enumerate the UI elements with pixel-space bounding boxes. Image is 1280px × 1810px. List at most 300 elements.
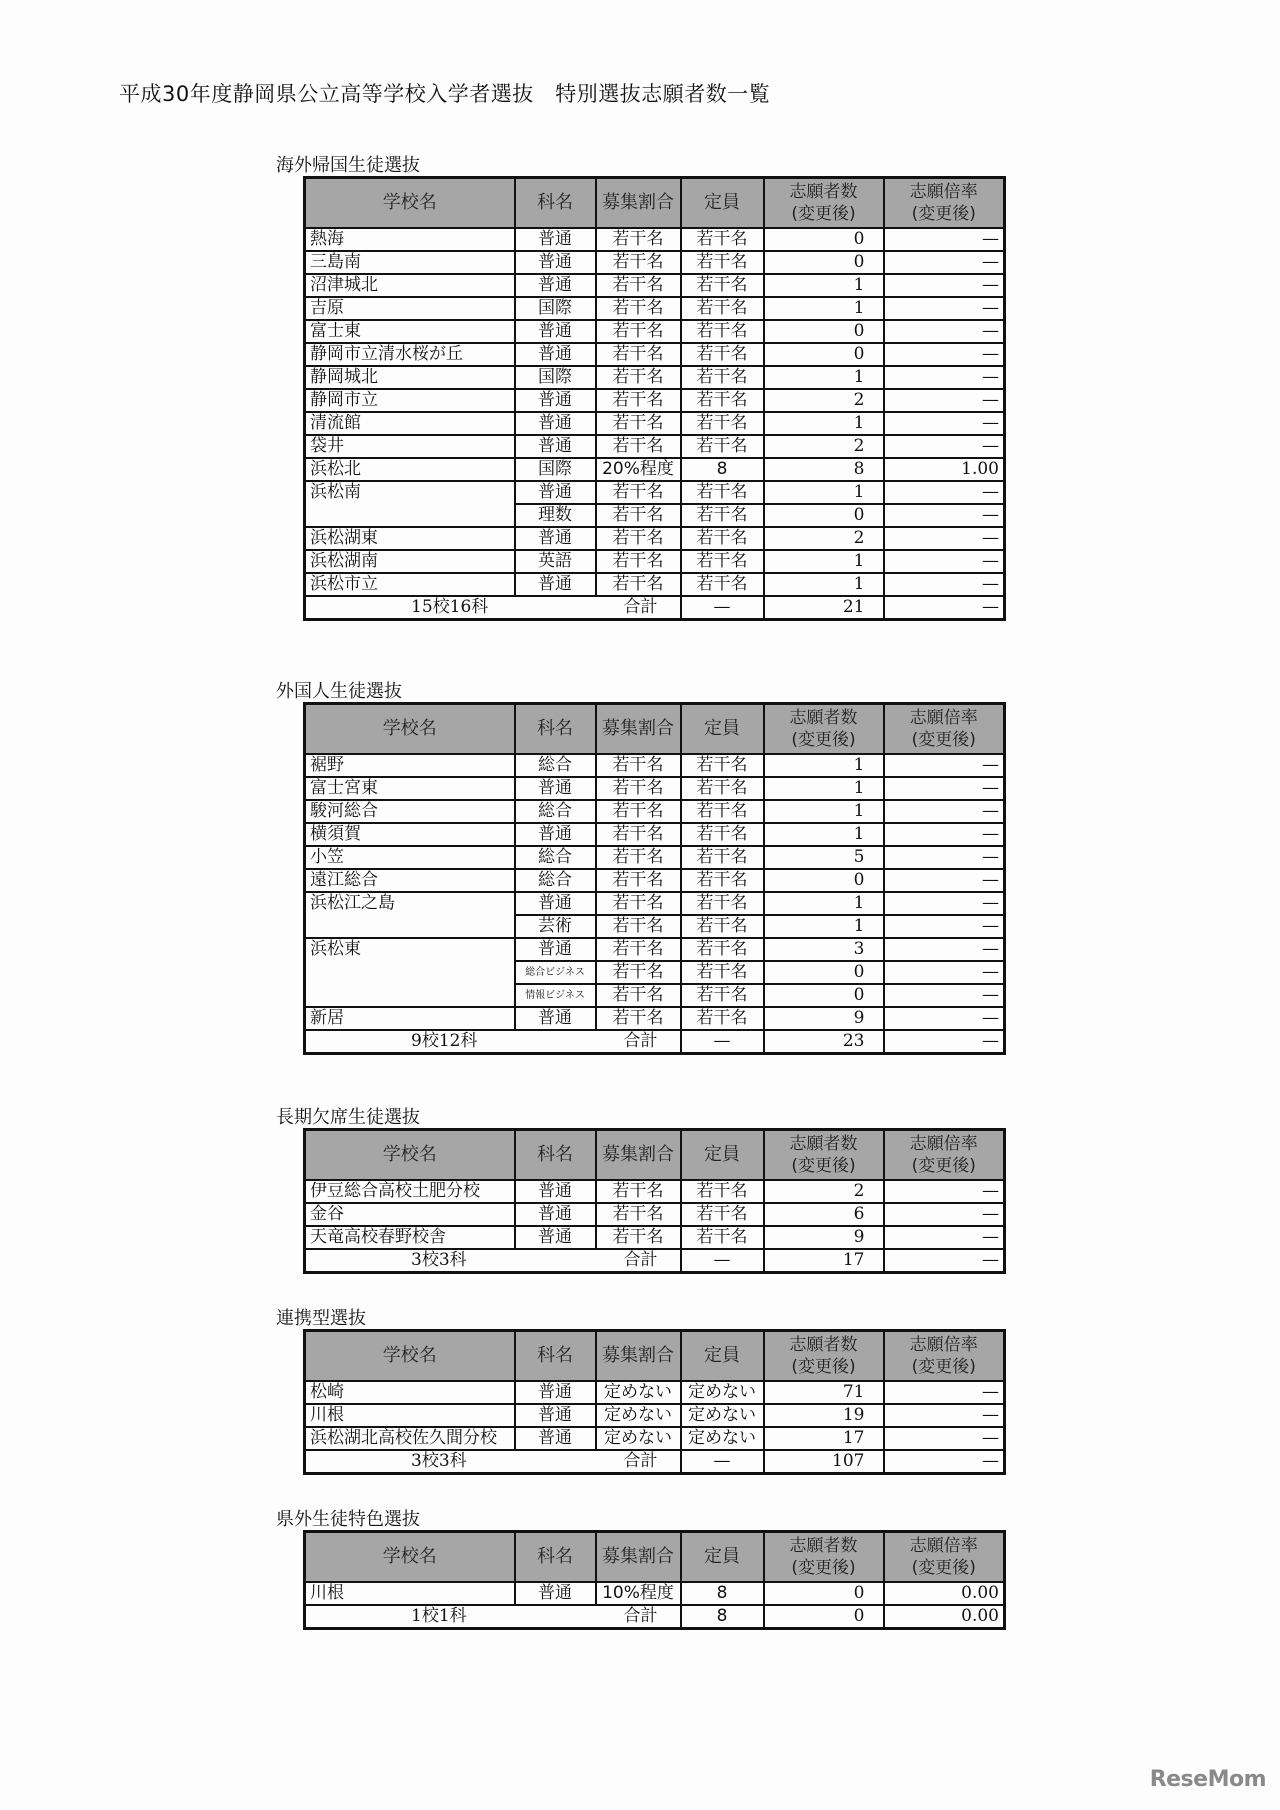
applicants-cell: 1 <box>764 412 884 435</box>
section-long-absence <box>276 1106 1006 1274</box>
applicants-cell: 0 <box>764 869 884 892</box>
header-rate-line2: (変更後) <box>911 204 976 224</box>
table-row <box>305 892 1005 915</box>
subject-cell: 普通 <box>515 343 596 366</box>
header-rate-line1: 志願倍率 <box>909 708 978 728</box>
school-name-cell: 川根 <box>305 1582 515 1605</box>
header-applicants-line1: 志願者数 <box>789 708 858 728</box>
subject-cell: 普通 <box>515 573 596 596</box>
rate-cell: — <box>884 251 1005 274</box>
table-row <box>305 938 1005 961</box>
total-applicants-cell: 23 <box>764 1030 884 1054</box>
applicants-cell: 2 <box>764 1180 884 1203</box>
total-rate-cell: — <box>884 1450 1005 1474</box>
section-title: 連携型選抜 <box>276 1308 366 1329</box>
rate-cell: 0.00 <box>884 1582 1005 1605</box>
total-capacity-cell: — <box>681 1030 764 1054</box>
section-overseas-returnee <box>276 154 1006 621</box>
school-name-cell: 富士東 <box>305 320 515 343</box>
table-body <box>305 1180 1005 1273</box>
header-subject: 科名 <box>515 1532 596 1583</box>
table-row <box>305 1180 1005 1203</box>
total-count: 1校1科 <box>411 1606 467 1626</box>
school-name-cell: 富士宮東 <box>305 777 515 800</box>
header-applicants <box>764 704 884 755</box>
subject-cell: 国際 <box>515 366 596 389</box>
school-name-cell: 遠江総合 <box>305 869 515 892</box>
table-row <box>305 228 1005 251</box>
ratio-cell: 若干名 <box>596 869 681 892</box>
capacity-cell: 若干名 <box>681 961 764 984</box>
school-name-cell: 熱海 <box>305 228 515 251</box>
ratio-cell: 若干名 <box>596 754 681 777</box>
capacity-cell: 若干名 <box>681 754 764 777</box>
total-label-cell <box>305 1030 681 1054</box>
header-subject: 科名 <box>515 1130 596 1181</box>
ratio-cell: 若干名 <box>596 481 681 504</box>
applicants-cell: 3 <box>764 938 884 961</box>
capacity-cell: 定めない <box>681 1404 764 1427</box>
header-applicants-line1: 志願者数 <box>789 182 858 202</box>
total-label-cell <box>305 1249 681 1273</box>
total-label: 合計 <box>623 1031 658 1051</box>
subject-cell: 総合 <box>515 869 596 892</box>
subject-cell: 普通 <box>515 777 596 800</box>
header-school: 学校名 <box>305 704 515 755</box>
header-rate-line2: (変更後) <box>911 730 976 750</box>
table-row <box>305 550 1005 573</box>
total-applicants-cell: 0 <box>764 1605 884 1629</box>
section-title: 県外生徒特色選抜 <box>276 1509 420 1530</box>
capacity-cell: 若干名 <box>681 297 764 320</box>
header-applicants <box>764 1331 884 1382</box>
table-row <box>305 869 1005 892</box>
capacity-cell: 若干名 <box>681 228 764 251</box>
table-row <box>305 320 1005 343</box>
ratio-cell: 若干名 <box>596 320 681 343</box>
header-rate <box>884 1130 1005 1181</box>
ratio-cell: 若干名 <box>596 1226 681 1249</box>
school-name-cell: 吉原 <box>305 297 515 320</box>
rate-cell: — <box>884 435 1005 458</box>
total-label-cell <box>305 1450 681 1474</box>
total-capacity-cell: — <box>681 1249 764 1273</box>
total-row <box>305 1450 1005 1474</box>
table-body <box>305 754 1005 1054</box>
applicants-cell: 1 <box>764 800 884 823</box>
capacity-cell: 若干名 <box>681 573 764 596</box>
section-title: 海外帰国生徒選抜 <box>276 155 420 176</box>
applicants-cell: 6 <box>764 1203 884 1226</box>
ratio-cell: 若干名 <box>596 297 681 320</box>
rate-cell: — <box>884 1226 1005 1249</box>
subject-cell: 普通 <box>515 938 596 961</box>
total-applicants-cell: 21 <box>764 596 884 620</box>
total-count: 9校12科 <box>411 1031 478 1051</box>
school-name-cell: 松崎 <box>305 1381 515 1404</box>
header-capacity: 定員 <box>681 1130 764 1181</box>
rate-cell: — <box>884 777 1005 800</box>
school-name-cell: 新居 <box>305 1007 515 1030</box>
subject-cell: 普通 <box>515 1582 596 1605</box>
table-row <box>305 777 1005 800</box>
table-row <box>305 366 1005 389</box>
subject-cell: 国際 <box>515 297 596 320</box>
capacity-cell: 若干名 <box>681 915 764 938</box>
school-name-cell: 三島南 <box>305 251 515 274</box>
header-applicants-line1: 志願者数 <box>789 1335 858 1355</box>
school-name-cell: 天竜高校春野校舎 <box>305 1226 515 1249</box>
applicants-table <box>303 176 1006 621</box>
rate-cell: — <box>884 754 1005 777</box>
total-row <box>305 1030 1005 1054</box>
header-row <box>305 1130 1005 1181</box>
rate-cell: — <box>884 366 1005 389</box>
subject-cell: 普通 <box>515 1381 596 1404</box>
ratio-cell: 若干名 <box>596 343 681 366</box>
header-ratio: 募集割合 <box>596 1130 681 1181</box>
resemom-logo: ReseMom <box>1149 1767 1266 1792</box>
capacity-cell: 若干名 <box>681 823 764 846</box>
ratio-cell: 定めない <box>596 1404 681 1427</box>
capacity-cell: 若干名 <box>681 777 764 800</box>
header-subject: 科名 <box>515 178 596 229</box>
section-title: 外国人生徒選抜 <box>276 681 402 702</box>
school-name-cell: 静岡城北 <box>305 366 515 389</box>
applicants-cell: 71 <box>764 1381 884 1404</box>
applicants-cell: 0 <box>764 251 884 274</box>
ratio-cell: 定めない <box>596 1427 681 1450</box>
ratio-cell: 若干名 <box>596 892 681 915</box>
header-capacity: 定員 <box>681 1532 764 1583</box>
subject-cell: 普通 <box>515 274 596 297</box>
rate-cell: — <box>884 961 1005 984</box>
applicants-cell: 2 <box>764 389 884 412</box>
applicants-cell: 1 <box>764 915 884 938</box>
header-school: 学校名 <box>305 178 515 229</box>
school-name-cell: 裾野 <box>305 754 515 777</box>
rate-cell: — <box>884 504 1005 527</box>
subject-cell: 普通 <box>515 527 596 550</box>
table-row <box>305 481 1005 504</box>
header-school: 学校名 <box>305 1532 515 1583</box>
capacity-cell: 若干名 <box>681 1226 764 1249</box>
total-count: 3校3科 <box>411 1451 467 1471</box>
header-rate-line2: (変更後) <box>911 1357 976 1377</box>
ratio-cell: 若干名 <box>596 274 681 297</box>
total-row <box>305 1249 1005 1273</box>
subject-cell: 普通 <box>515 892 596 915</box>
subject-cell: 総合 <box>515 754 596 777</box>
total-label: 合計 <box>623 1451 658 1471</box>
header-rate-line2: (変更後) <box>911 1558 976 1578</box>
header-capacity: 定員 <box>681 178 764 229</box>
applicants-table <box>303 1128 1006 1274</box>
table-row <box>305 573 1005 596</box>
rate-cell: — <box>884 1007 1005 1030</box>
applicants-cell: 2 <box>764 527 884 550</box>
total-applicants-cell: 17 <box>764 1249 884 1273</box>
table-row <box>305 846 1005 869</box>
rate-cell: — <box>884 1180 1005 1203</box>
capacity-cell: 若干名 <box>681 938 764 961</box>
ratio-cell: 若干名 <box>596 984 681 1007</box>
table-row <box>305 458 1005 481</box>
applicants-cell: 1 <box>764 777 884 800</box>
capacity-cell: 若干名 <box>681 869 764 892</box>
school-name-cell: 浜松湖南 <box>305 550 515 573</box>
school-name-cell: 伊豆総合高校土肥分校 <box>305 1180 515 1203</box>
header-applicants-line1: 志願者数 <box>789 1134 858 1154</box>
subject-cell: 普通 <box>515 389 596 412</box>
header-rate <box>884 1331 1005 1382</box>
rate-cell: — <box>884 527 1005 550</box>
ratio-cell: 若干名 <box>596 823 681 846</box>
header-row <box>305 1532 1005 1583</box>
rate-cell: — <box>884 1203 1005 1226</box>
table-row <box>305 412 1005 435</box>
rate-cell: — <box>884 846 1005 869</box>
rate-cell: — <box>884 1404 1005 1427</box>
total-rate-cell: — <box>884 596 1005 620</box>
school-name-cell: 浜松北 <box>305 458 515 481</box>
ratio-cell: 若干名 <box>596 504 681 527</box>
table-row <box>305 1203 1005 1226</box>
total-label: 合計 <box>623 597 658 617</box>
ratio-cell: 若干名 <box>596 800 681 823</box>
ratio-cell: 若干名 <box>596 915 681 938</box>
header-rate-line1: 志願倍率 <box>909 1335 978 1355</box>
subject-cell: 英語 <box>515 550 596 573</box>
total-applicants-cell: 107 <box>764 1450 884 1474</box>
ratio-cell: 20%程度 <box>596 458 681 481</box>
total-capacity-cell: 8 <box>681 1605 764 1629</box>
applicants-table <box>303 1329 1006 1475</box>
rate-cell: — <box>884 412 1005 435</box>
capacity-cell: 定めない <box>681 1427 764 1450</box>
applicants-cell: 0 <box>764 504 884 527</box>
applicants-cell: 19 <box>764 1404 884 1427</box>
capacity-cell: 若干名 <box>681 343 764 366</box>
rate-cell: 1.00 <box>884 458 1005 481</box>
total-rate-cell: 0.00 <box>884 1605 1005 1629</box>
section-title: 長期欠席生徒選抜 <box>276 1107 420 1128</box>
subject-cell: 普通 <box>515 320 596 343</box>
capacity-cell: 8 <box>681 1582 764 1605</box>
applicants-cell: 1 <box>764 892 884 915</box>
table-row <box>305 754 1005 777</box>
section-out-of-prefecture <box>276 1508 1006 1630</box>
subject-cell: 情報ビジネス <box>515 984 596 1007</box>
school-name-cell: 浜松湖東 <box>305 527 515 550</box>
ratio-cell: 若干名 <box>596 228 681 251</box>
applicants-cell: 0 <box>764 961 884 984</box>
rate-cell: — <box>884 1427 1005 1450</box>
rate-cell: — <box>884 573 1005 596</box>
total-rate-cell: — <box>884 1030 1005 1054</box>
capacity-cell: 若干名 <box>681 1203 764 1226</box>
applicants-cell: 1 <box>764 297 884 320</box>
capacity-cell: 若干名 <box>681 251 764 274</box>
section-cooperative <box>276 1307 1006 1475</box>
applicants-cell: 8 <box>764 458 884 481</box>
header-rate <box>884 704 1005 755</box>
header-row <box>305 1331 1005 1382</box>
table-row <box>305 389 1005 412</box>
table-body <box>305 1381 1005 1474</box>
applicants-cell: 1 <box>764 754 884 777</box>
header-applicants-line2: (変更後) <box>791 730 856 750</box>
capacity-cell: 若干名 <box>681 846 764 869</box>
ratio-cell: 若干名 <box>596 1007 681 1030</box>
subject-cell: 普通 <box>515 823 596 846</box>
applicants-cell: 1 <box>764 481 884 504</box>
subject-cell: 普通 <box>515 1203 596 1226</box>
header-capacity: 定員 <box>681 704 764 755</box>
school-name-cell: 袋井 <box>305 435 515 458</box>
school-name-cell: 横須賀 <box>305 823 515 846</box>
rate-cell: — <box>884 389 1005 412</box>
applicants-cell: 2 <box>764 435 884 458</box>
header-rate-line1: 志願倍率 <box>909 182 978 202</box>
school-name-cell: 浜松市立 <box>305 573 515 596</box>
header-rate-line2: (変更後) <box>911 1156 976 1176</box>
total-row <box>305 596 1005 620</box>
total-label-cell <box>305 596 681 620</box>
subject-cell: 国際 <box>515 458 596 481</box>
rate-cell: — <box>884 915 1005 938</box>
applicants-cell: 5 <box>764 846 884 869</box>
header-applicants <box>764 1130 884 1181</box>
rate-cell: — <box>884 892 1005 915</box>
rate-cell: — <box>884 320 1005 343</box>
capacity-cell: 8 <box>681 458 764 481</box>
ratio-cell: 若干名 <box>596 435 681 458</box>
capacity-cell: 若干名 <box>681 504 764 527</box>
header-applicants-line1: 志願者数 <box>789 1536 858 1556</box>
ratio-cell: 若干名 <box>596 366 681 389</box>
table-row <box>305 527 1005 550</box>
capacity-cell: 若干名 <box>681 800 764 823</box>
rate-cell: — <box>884 481 1005 504</box>
school-name-cell: 浜松東 <box>305 938 515 1007</box>
school-name-cell: 小笠 <box>305 846 515 869</box>
school-name-cell: 川根 <box>305 1404 515 1427</box>
school-name-cell: 浜松南 <box>305 481 515 527</box>
total-label: 合計 <box>623 1250 658 1270</box>
applicants-cell: 9 <box>764 1226 884 1249</box>
capacity-cell: 定めない <box>681 1381 764 1404</box>
school-name-cell: 静岡市立 <box>305 389 515 412</box>
subject-cell: 総合ビジネス <box>515 961 596 984</box>
applicants-table <box>303 702 1006 1055</box>
rate-cell: — <box>884 297 1005 320</box>
subject-cell: 普通 <box>515 228 596 251</box>
header-applicants-line2: (変更後) <box>791 1357 856 1377</box>
applicants-cell: 0 <box>764 343 884 366</box>
subject-cell: 芸術 <box>515 915 596 938</box>
applicants-cell: 17 <box>764 1427 884 1450</box>
applicants-cell: 9 <box>764 1007 884 1030</box>
header-subject: 科名 <box>515 1331 596 1382</box>
ratio-cell: 若干名 <box>596 251 681 274</box>
capacity-cell: 若干名 <box>681 527 764 550</box>
ratio-cell: 若干名 <box>596 777 681 800</box>
capacity-cell: 若干名 <box>681 984 764 1007</box>
subject-cell: 普通 <box>515 481 596 504</box>
ratio-cell: 若干名 <box>596 961 681 984</box>
table-row <box>305 1582 1005 1605</box>
rate-cell: — <box>884 823 1005 846</box>
subject-cell: 普通 <box>515 412 596 435</box>
total-row <box>305 1605 1005 1629</box>
rate-cell: — <box>884 550 1005 573</box>
rate-cell: — <box>884 984 1005 1007</box>
school-name-cell: 清流館 <box>305 412 515 435</box>
total-label-cell <box>305 1605 681 1629</box>
header-applicants-line2: (変更後) <box>791 1558 856 1578</box>
table-row <box>305 343 1005 366</box>
capacity-cell: 若干名 <box>681 1007 764 1030</box>
table-body <box>305 1582 1005 1629</box>
capacity-cell: 若干名 <box>681 481 764 504</box>
applicants-cell: 1 <box>764 573 884 596</box>
total-capacity-cell: — <box>681 1450 764 1474</box>
ratio-cell: 若干名 <box>596 550 681 573</box>
school-name-cell: 浜松湖北高校佐久間分校 <box>305 1427 515 1450</box>
ratio-cell: 若干名 <box>596 573 681 596</box>
capacity-cell: 若干名 <box>681 1180 764 1203</box>
ratio-cell: 若干名 <box>596 412 681 435</box>
applicants-cell: 1 <box>764 823 884 846</box>
header-row <box>305 704 1005 755</box>
total-count: 15校16科 <box>411 597 489 617</box>
table-row <box>305 251 1005 274</box>
header-ratio: 募集割合 <box>596 1532 681 1583</box>
table-row <box>305 435 1005 458</box>
table-row <box>305 800 1005 823</box>
table-row <box>305 1226 1005 1249</box>
ratio-cell: 若干名 <box>596 938 681 961</box>
capacity-cell: 若干名 <box>681 274 764 297</box>
header-school: 学校名 <box>305 1331 515 1382</box>
applicants-cell: 1 <box>764 550 884 573</box>
capacity-cell: 若干名 <box>681 892 764 915</box>
rate-cell: — <box>884 1381 1005 1404</box>
header-ratio: 募集割合 <box>596 1331 681 1382</box>
header-subject: 科名 <box>515 704 596 755</box>
school-name-cell: 静岡市立清水桜が丘 <box>305 343 515 366</box>
subject-cell: 普通 <box>515 1007 596 1030</box>
school-name-cell: 駿河総合 <box>305 800 515 823</box>
subject-cell: 普通 <box>515 1427 596 1450</box>
school-name-cell: 浜松江之島 <box>305 892 515 938</box>
table-row <box>305 1404 1005 1427</box>
applicants-cell: 0 <box>764 228 884 251</box>
header-applicants-line2: (変更後) <box>791 204 856 224</box>
header-ratio: 募集割合 <box>596 704 681 755</box>
applicants-cell: 0 <box>764 1582 884 1605</box>
table-body <box>305 228 1005 620</box>
table-row <box>305 1427 1005 1450</box>
ratio-cell: 定めない <box>596 1381 681 1404</box>
table-row <box>305 1381 1005 1404</box>
table-row <box>305 274 1005 297</box>
section-foreign-student <box>276 680 1006 1055</box>
ratio-cell: 10%程度 <box>596 1582 681 1605</box>
table-row <box>305 823 1005 846</box>
subject-cell: 総合 <box>515 846 596 869</box>
